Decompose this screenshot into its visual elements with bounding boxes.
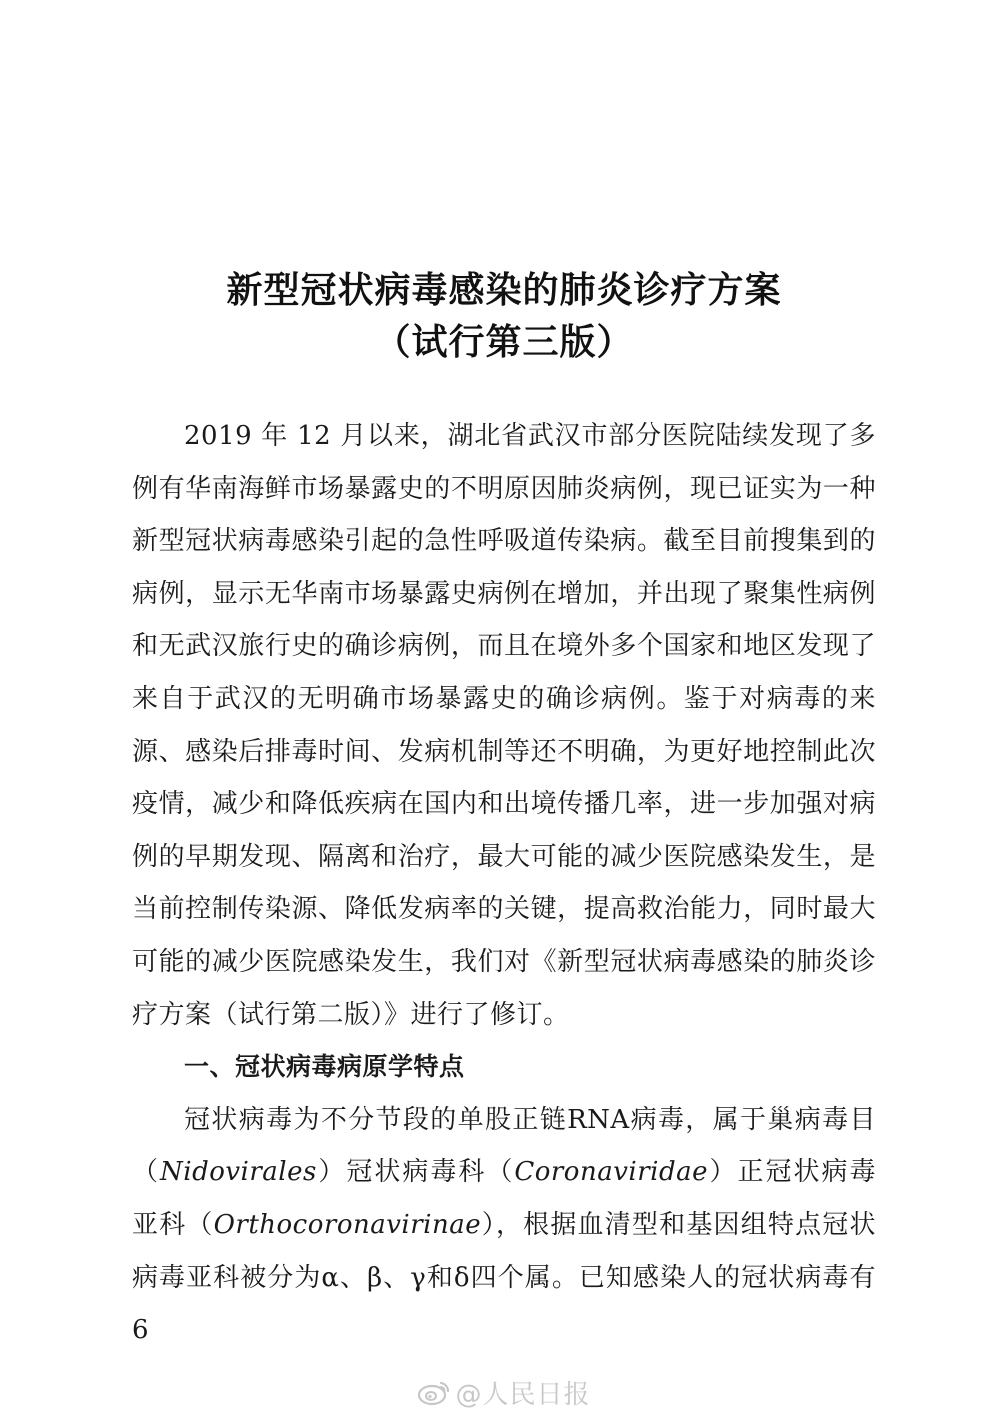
pathogen-text-part4: ），根据血清型和基因组特点冠状病毒亚科被分为α、β、γ和δ四个属。已知感染人的冠状病毒有 6 (132, 1209, 876, 1346)
pathogen-text-part1: 冠状病毒为不分节段的单股正链RNA病毒，属于巢病毒目（ (132, 1104, 876, 1188)
taxon-orthocoronavirinae: Orthocoronavirinae (213, 1209, 482, 1240)
document-title: 新型冠状病毒感染的肺炎诊疗方案 (226, 270, 782, 311)
pathogen-paragraph (132, 1094, 876, 1357)
weibo-icon (417, 1378, 451, 1413)
document-body (132, 410, 876, 1357)
pathogen-text-part2: ）冠状病毒科（ (316, 1157, 515, 1188)
watermark (0, 1374, 1008, 1413)
document-subtitle: （试行第三版） (374, 322, 634, 363)
pathogen-text-part3: ）正冠状病毒亚科（ (132, 1157, 876, 1240)
taxon-nidovirales: Nidovirales (160, 1157, 317, 1188)
section-heading-pathogen: 一、冠状病毒病原学特点 (184, 1052, 465, 1082)
intro-paragraph: 2019 年 12 月以来，湖北省武汉市部分医院陆续发现了多例有华南海鲜市场暴露史的不明原因肺炎病例，现已证实为一种新型冠状病毒感染引起的急性呼吸道传染病。截至目前搜集到的病例，显示无华南市场暴露史病例在增加，并出现了聚集性病例和无武汉旅行史的确诊病例，而且在境外多个国家和地区发现了来自于武汉的无明确市场暴露史的确诊病例。鉴于对病毒的来源、感染后排毒时间、发病机制等还不明确，为更好地控制此次疫情，减少和降低疾病在国内和出境传播几率，进一步加强对病例的早期发现、隔离和治疗，最大可能的减少医院感染发生，是当前控制传染源、降低发病率的关键，提高救治能力，同时最大可能的减少医院感染发生，我们对《新型冠状病毒感染的肺炎诊疗方案（试行第二版）》进行了修订。 (132, 421, 876, 1030)
taxon-coronaviridae: Coronaviridae (514, 1157, 708, 1188)
watermark-text: @人民日报 (455, 1380, 591, 1410)
